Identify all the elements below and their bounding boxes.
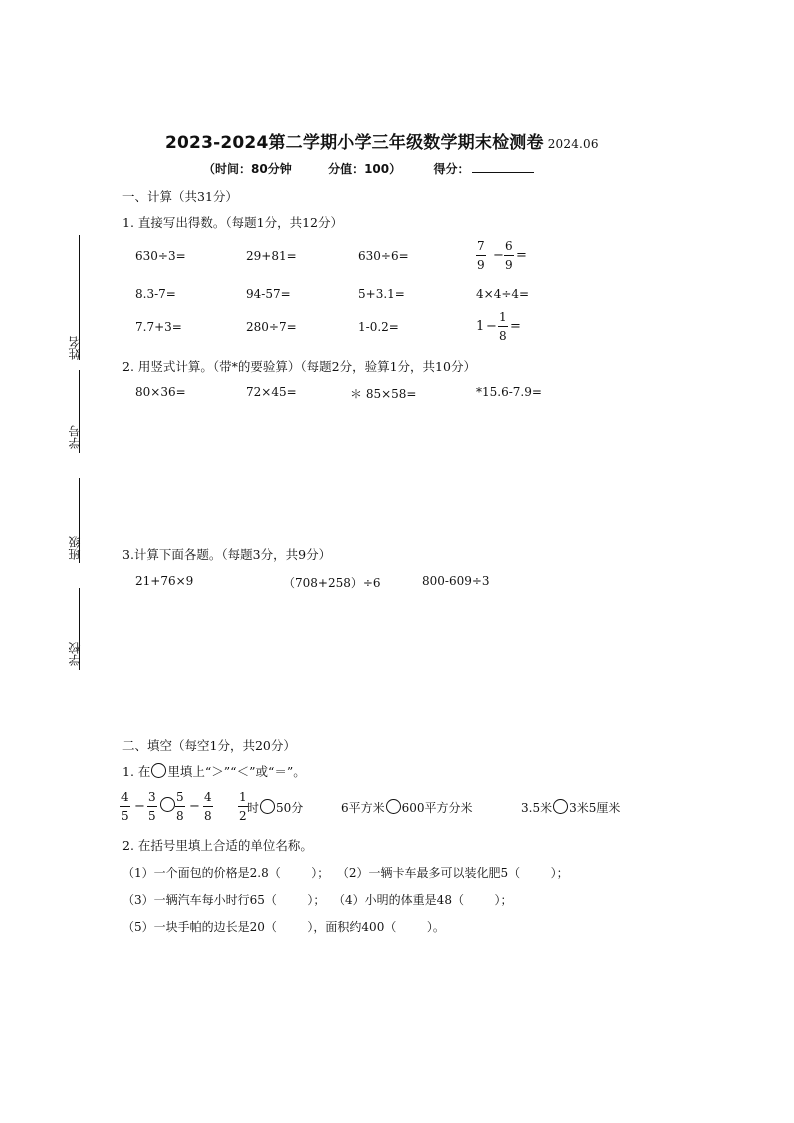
page-title	[165, 128, 599, 153]
compare-circle[interactable]	[260, 799, 275, 814]
time-info: （时间：80分钟	[203, 162, 292, 176]
student-id-label: 学号	[68, 425, 82, 449]
compare-circle[interactable]	[386, 799, 401, 814]
compare-circle[interactable]	[553, 799, 568, 814]
calc-item: 630÷3=	[135, 249, 186, 263]
exam-date: 2024.06	[547, 137, 599, 151]
expression-item: 21+76×9	[135, 574, 194, 588]
fraction-6-9: 6 9	[505, 239, 513, 272]
calc-item: 29+81=	[246, 249, 297, 263]
q1-title: 1. 直接写出得数。（每题1分，共12分）	[122, 215, 344, 230]
fraction-1-8: 1 8	[499, 310, 507, 343]
calc-item: 7.7+3=	[135, 320, 182, 334]
fraction-3-5: 3 5	[148, 790, 156, 823]
calc-item: 4×4÷4=	[476, 287, 530, 301]
s2-q1-title: 1. 在 里填上“＞”“＜”或“＝”。	[122, 764, 306, 779]
fraction-7-9: 7 9	[477, 239, 485, 272]
class-label: 班级	[68, 536, 82, 560]
score-got-label: 得分：	[433, 162, 470, 176]
minus-sign: −	[189, 799, 200, 814]
calc-item: 5+3.1=	[358, 287, 405, 301]
equals-sign: =	[516, 248, 527, 263]
vertical-calc-item: 72×45=	[246, 385, 297, 399]
q2-title: 2. 用竖式计算。（带*的要验算）（每题2分，验算1分，共10分）	[122, 359, 476, 374]
unit-fill-line: （5）一块手帕的边长是20（ ），面积约400（ ）。	[122, 920, 445, 934]
minus-sign: −	[134, 799, 145, 814]
time-compare: 时 50分	[247, 801, 304, 815]
section2-title: 二、填空（每空1分，共20分）	[122, 738, 296, 753]
section1-title: 一、计算（共31分）	[122, 189, 238, 204]
s2-q2-title: 2. 在括号里填上合适的单位名称。	[122, 838, 313, 853]
fraction-4-5: 4 5	[121, 790, 129, 823]
compare-circle[interactable]	[160, 797, 175, 812]
unit-fill-line: （3）一辆汽车每小时行65（ ）； （4）小明的体重是48（ ）；	[122, 893, 513, 907]
whole-one: 1	[476, 319, 485, 334]
vertical-calc-item: *15.6-7.9=	[476, 385, 542, 399]
vertical-calc-item: 80×36=	[135, 385, 186, 399]
unit-fill-line: （1）一个面包的价格是2.8（ ）； （2）一辆卡车最多可以装化肥5（ ）；	[122, 866, 569, 880]
calc-item: 94-57=	[246, 287, 291, 301]
calc-item: 280÷7=	[246, 320, 297, 334]
calc-item: 630÷6=	[358, 249, 409, 263]
fraction-1-2: 1 2	[239, 790, 247, 823]
calc-item: 1-0.2=	[358, 320, 399, 334]
fraction-5-8: 5 8	[176, 790, 184, 823]
name-label: 姓名	[68, 336, 82, 360]
q3-title: 3.计算下面各题。（每题3分，共9分）	[122, 547, 332, 562]
score-blank[interactable]	[472, 160, 534, 173]
length-compare: 3.5米 3米5厘米	[521, 801, 621, 815]
calc-item: 8.3-7=	[135, 287, 176, 301]
expression-item: 800-609÷3	[422, 574, 490, 588]
area-compare: 6平方米 600平方分米	[341, 801, 473, 815]
school-label: 学校	[68, 642, 82, 666]
minus-sign: −	[493, 248, 504, 263]
expression-item: （708+258）÷6	[283, 576, 381, 590]
equals-sign: =	[510, 319, 521, 334]
minus-sign: −	[486, 319, 497, 334]
exam-info	[203, 160, 534, 177]
circle-icon	[151, 763, 166, 778]
vertical-calc-item: ＊ 85×58=	[350, 387, 417, 401]
score-total: 分值：100）	[328, 162, 402, 176]
fraction-4-8: 4 8	[204, 790, 212, 823]
title-text: 2023-2024第二学期小学三年级数学期末检测卷	[165, 133, 544, 153]
